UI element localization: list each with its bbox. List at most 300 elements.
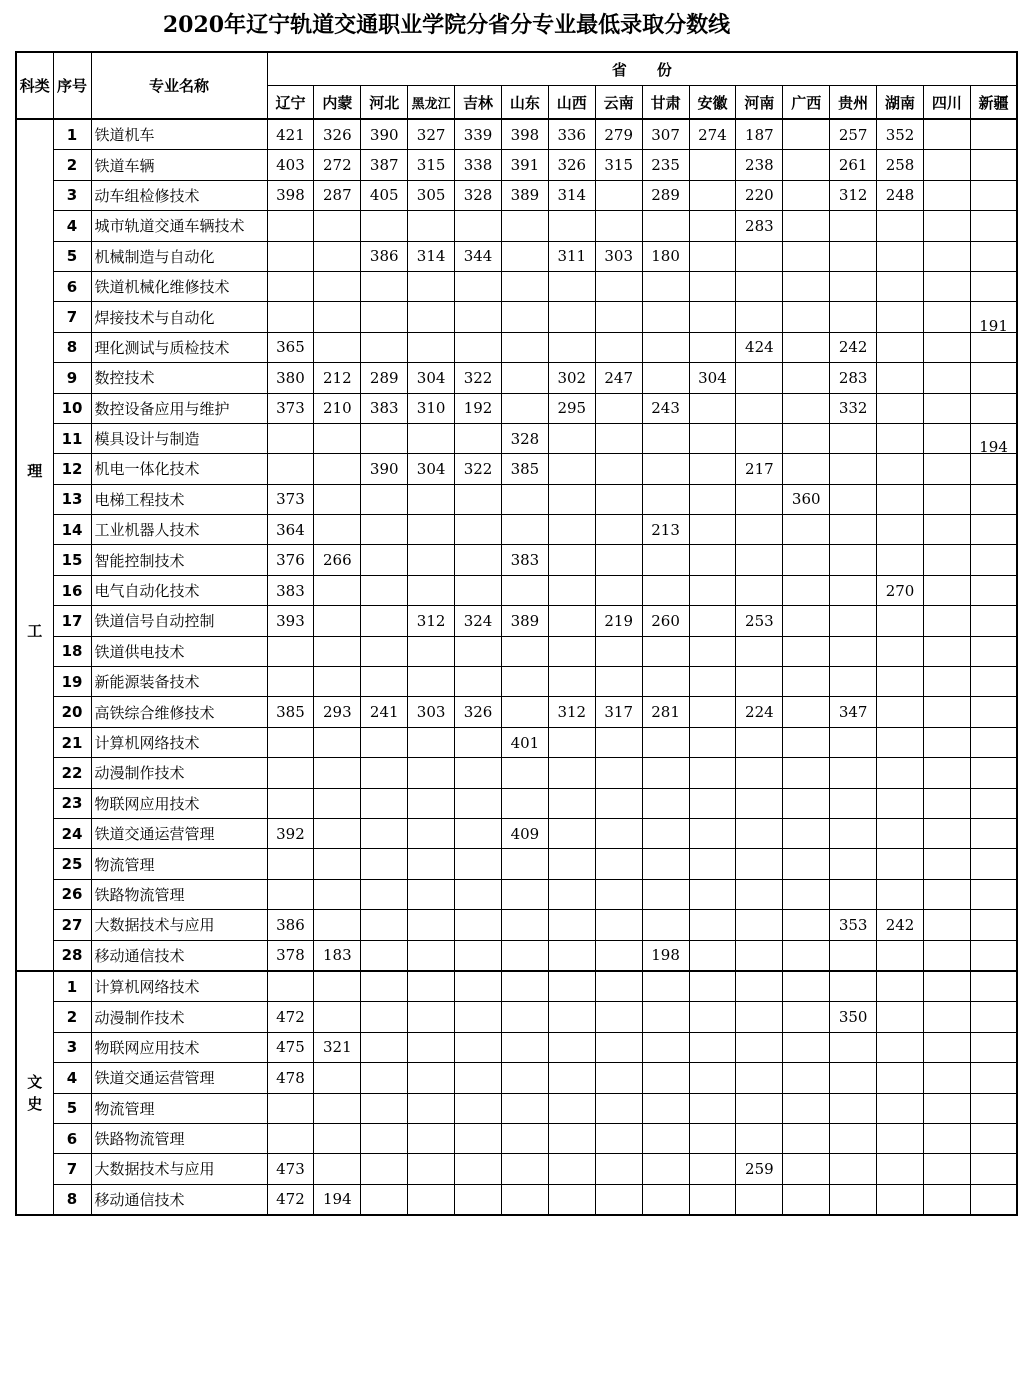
score-cell [361, 454, 408, 484]
score-cell [830, 758, 877, 788]
score-cell [455, 211, 502, 241]
score-cell [970, 454, 1017, 484]
score-cell [408, 697, 455, 727]
score-cell [408, 606, 455, 636]
score-cell [595, 727, 642, 757]
row-seq: 3 [53, 180, 91, 210]
score-cell [361, 484, 408, 514]
score-cell [361, 971, 408, 1002]
score-cell [361, 1063, 408, 1093]
score-cell [689, 1154, 736, 1184]
score-cell [595, 1032, 642, 1062]
score-cell [736, 332, 783, 362]
score-cell [783, 727, 830, 757]
score-cell [783, 393, 830, 423]
score-cell [548, 423, 595, 453]
score-cell [642, 302, 689, 332]
score-cell [783, 849, 830, 879]
table-row [16, 1063, 1017, 1093]
score-value: 328 [463, 186, 493, 205]
row-seq: 4 [53, 1063, 91, 1093]
score-value: 326 [323, 125, 352, 144]
score-cell [689, 818, 736, 848]
score-value: 305 [416, 186, 446, 205]
score-cell [830, 180, 877, 210]
score-cell [455, 940, 502, 971]
score-cell [923, 363, 970, 393]
table-row [16, 332, 1017, 362]
score-cell [689, 636, 736, 666]
major-name: 物流管理 [91, 1093, 267, 1123]
score-cell [361, 211, 408, 241]
score-cell [830, 545, 877, 575]
score-cell [783, 818, 830, 848]
score-cell [408, 271, 455, 301]
table-row [16, 180, 1017, 210]
score-cell [267, 727, 314, 757]
row-seq: 5 [53, 1093, 91, 1123]
major-name: 数控技术 [91, 363, 267, 393]
score-cell [877, 910, 924, 940]
score-value: 383 [276, 581, 305, 600]
score-cell [361, 423, 408, 453]
score-cell [595, 241, 642, 271]
score-value: 247 [604, 368, 633, 387]
score-cell [970, 697, 1017, 727]
score-value: 303 [416, 703, 446, 722]
score-cell [361, 363, 408, 393]
score-value: 360 [791, 490, 821, 509]
score-cell [595, 667, 642, 697]
major-name: 动漫制作技术 [91, 1002, 267, 1032]
score-cell [736, 423, 783, 453]
score-value: 303 [604, 247, 633, 266]
score-cell [548, 1063, 595, 1093]
score-value: 295 [557, 399, 587, 418]
major-name: 铁路物流管理 [91, 1123, 267, 1153]
row-seq: 19 [53, 667, 91, 697]
score-value: 312 [557, 703, 587, 722]
score-cell [736, 515, 783, 545]
score-value: 475 [276, 1038, 305, 1057]
score-value: 398 [276, 186, 305, 205]
score-cell [923, 271, 970, 301]
score-cell [361, 119, 408, 150]
score-cell [783, 332, 830, 362]
score-cell [970, 332, 1017, 362]
score-cell [267, 849, 314, 879]
header-province: 吉林 [455, 86, 502, 120]
score-cell [501, 363, 548, 393]
score-cell [455, 241, 502, 271]
score-cell [455, 1184, 502, 1215]
score-cell [548, 515, 595, 545]
score-cell [361, 393, 408, 423]
score-cell [877, 818, 924, 848]
score-cell [642, 1032, 689, 1062]
score-cell [736, 211, 783, 241]
score-cell [267, 423, 314, 453]
score-value: 390 [369, 459, 399, 478]
score-cell [736, 1154, 783, 1184]
score-value: 376 [276, 551, 305, 570]
score-value: 324 [463, 611, 493, 630]
score-cell [455, 393, 502, 423]
score-cell [736, 150, 783, 180]
score-value: 472 [276, 1008, 305, 1027]
score-cell [830, 606, 877, 636]
score-cell [548, 454, 595, 484]
page-title: 2020年辽宁轨道交通职业学院分省分专业最低录取分数线 [162, 12, 731, 38]
score-cell [830, 1063, 877, 1093]
score-cell [642, 940, 689, 971]
score-value: 314 [557, 186, 587, 205]
score-value: 383 [369, 399, 399, 418]
score-cell [642, 332, 689, 362]
header-province: 新疆 [970, 86, 1017, 120]
score-cell [455, 119, 502, 150]
score-cell [267, 1093, 314, 1123]
score-cell [548, 879, 595, 909]
score-value: 281 [651, 703, 680, 722]
major-name: 数控设备应用与维护 [91, 393, 267, 423]
score-cell [783, 971, 830, 1002]
score-value: 194 [323, 1190, 352, 1209]
score-value: 192 [463, 399, 493, 418]
score-cell [736, 1002, 783, 1032]
score-cell [501, 180, 548, 210]
score-cell [314, 697, 361, 727]
score-cell [877, 119, 924, 150]
major-name: 工业机器人技术 [91, 515, 267, 545]
score-cell [408, 332, 455, 362]
score-cell [455, 667, 502, 697]
major-name: 物流管理 [91, 849, 267, 879]
score-cell [314, 241, 361, 271]
score-cell [455, 606, 502, 636]
header-province: 贵州 [830, 86, 877, 120]
score-cell [783, 211, 830, 241]
score-cell [267, 271, 314, 301]
score-cell [877, 515, 924, 545]
score-cell [267, 1002, 314, 1032]
score-cell [455, 1032, 502, 1062]
score-cell [830, 423, 877, 453]
score-cell [830, 363, 877, 393]
major-name: 铁道交通运营管理 [91, 1063, 267, 1093]
row-seq: 25 [53, 849, 91, 879]
major-name: 铁道车辆 [91, 150, 267, 180]
score-cell [642, 423, 689, 453]
score-cell [736, 271, 783, 301]
category-char: 工 [27, 622, 43, 640]
header-province: 云南 [595, 86, 642, 120]
header-province: 辽宁 [267, 86, 314, 120]
score-cell [830, 484, 877, 514]
score-cell [689, 393, 736, 423]
score-cell [689, 515, 736, 545]
score-cell [314, 940, 361, 971]
score-cell [595, 818, 642, 848]
score-cell [923, 302, 970, 332]
score-cell [595, 119, 642, 150]
score-value: 194 [979, 438, 1008, 454]
score-value: 383 [510, 551, 540, 570]
score-value: 338 [463, 156, 493, 175]
score-cell [501, 910, 548, 940]
header-seq: 序号 [53, 52, 91, 119]
table-row [16, 302, 1017, 332]
score-cell [455, 818, 502, 848]
score-value: 180 [651, 247, 680, 266]
category-char: 史 [27, 1095, 43, 1113]
score-cell [548, 119, 595, 150]
score-cell [408, 1123, 455, 1153]
score-cell [783, 697, 830, 727]
score-cell [595, 1093, 642, 1123]
score-cell [267, 940, 314, 971]
score-cell [548, 1184, 595, 1215]
score-cell [689, 879, 736, 909]
score-cell [970, 302, 1017, 332]
score-cell [267, 818, 314, 848]
score-cell [970, 119, 1017, 150]
score-cell [595, 302, 642, 332]
score-cell [877, 788, 924, 818]
score-cell [736, 758, 783, 788]
score-cell [689, 1063, 736, 1093]
score-value: 314 [416, 247, 446, 266]
score-cell [314, 423, 361, 453]
score-cell [642, 545, 689, 575]
score-cell [595, 758, 642, 788]
score-cell [877, 393, 924, 423]
score-cell [361, 302, 408, 332]
score-cell [548, 150, 595, 180]
score-value: 272 [323, 156, 352, 175]
score-cell [595, 636, 642, 666]
score-cell [877, 545, 924, 575]
table-row [16, 636, 1017, 666]
score-cell [455, 849, 502, 879]
score-cell [595, 150, 642, 180]
score-cell [736, 727, 783, 757]
score-cell [361, 667, 408, 697]
score-cell [970, 1063, 1017, 1093]
table-row [16, 119, 1017, 150]
score-cell [361, 1123, 408, 1153]
score-cell [408, 879, 455, 909]
table-row [16, 1184, 1017, 1215]
score-cell [923, 879, 970, 909]
score-cell [408, 241, 455, 271]
score-cell [642, 667, 689, 697]
score-cell [314, 606, 361, 636]
score-cell [830, 150, 877, 180]
score-cell [595, 1123, 642, 1153]
score-cell [830, 575, 877, 605]
score-cell [501, 1123, 548, 1153]
score-cell [501, 1184, 548, 1215]
row-seq: 16 [53, 575, 91, 605]
header-province: 山东 [501, 86, 548, 120]
score-cell [783, 1002, 830, 1032]
score-cell [595, 1154, 642, 1184]
score-cell [361, 727, 408, 757]
score-cell [314, 818, 361, 848]
score-cell [877, 849, 924, 879]
score-cell [783, 940, 830, 971]
score-cell [736, 667, 783, 697]
score-cell [877, 484, 924, 514]
score-cell [689, 667, 736, 697]
score-value: 401 [510, 733, 540, 752]
score-cell [736, 606, 783, 636]
score-cell [408, 910, 455, 940]
score-cell [783, 758, 830, 788]
score-cell [267, 788, 314, 818]
score-cell [970, 849, 1017, 879]
score-cell [455, 545, 502, 575]
row-seq: 7 [53, 302, 91, 332]
score-value: 421 [276, 125, 305, 144]
score-cell [689, 180, 736, 210]
score-cell [689, 545, 736, 575]
score-cell [314, 849, 361, 879]
score-value: 312 [838, 186, 868, 205]
score-cell [642, 1063, 689, 1093]
score-cell [923, 515, 970, 545]
score-cell [455, 1154, 502, 1184]
score-cell [501, 271, 548, 301]
table-row [16, 1002, 1017, 1032]
score-cell [970, 575, 1017, 605]
major-name: 物联网应用技术 [91, 1032, 267, 1062]
score-value: 322 [463, 459, 493, 478]
score-cell [877, 606, 924, 636]
score-cell [267, 454, 314, 484]
score-value: 390 [369, 125, 399, 144]
score-cell [595, 545, 642, 575]
score-cell [830, 727, 877, 757]
table-row [16, 940, 1017, 971]
score-cell [970, 818, 1017, 848]
table-row [16, 241, 1017, 271]
score-cell [408, 940, 455, 971]
score-cell [642, 454, 689, 484]
row-seq: 24 [53, 818, 91, 848]
score-cell [923, 211, 970, 241]
score-cell [314, 180, 361, 210]
score-cell [501, 1032, 548, 1062]
score-value: 315 [416, 156, 446, 175]
row-seq: 20 [53, 697, 91, 727]
score-value: 326 [557, 156, 587, 175]
score-cell [642, 241, 689, 271]
score-cell [877, 211, 924, 241]
score-cell [923, 636, 970, 666]
score-cell [970, 241, 1017, 271]
score-cell [783, 302, 830, 332]
score-cell [314, 1123, 361, 1153]
score-cell [877, 1063, 924, 1093]
score-cell [970, 1032, 1017, 1062]
score-cell [830, 818, 877, 848]
score-cell [736, 241, 783, 271]
score-cell [548, 1123, 595, 1153]
score-cell [877, 423, 924, 453]
row-seq: 11 [53, 423, 91, 453]
score-cell [455, 484, 502, 514]
score-value: 191 [979, 316, 1008, 333]
score-cell [736, 788, 783, 818]
score-cell [830, 849, 877, 879]
score-value: 389 [510, 611, 540, 630]
score-cell [595, 180, 642, 210]
score-cell [689, 940, 736, 971]
score-cell [548, 1154, 595, 1184]
score-cell [642, 788, 689, 818]
score-value: 389 [510, 186, 540, 205]
table-row [16, 363, 1017, 393]
score-cell [501, 150, 548, 180]
score-cell [877, 363, 924, 393]
score-cell [877, 758, 924, 788]
score-cell [642, 271, 689, 301]
score-cell [501, 241, 548, 271]
score-value: 352 [885, 125, 915, 144]
score-value: 224 [745, 703, 774, 722]
score-cell [923, 758, 970, 788]
score-value: 220 [745, 186, 774, 205]
score-cell [923, 940, 970, 971]
score-cell [642, 849, 689, 879]
score-cell [642, 879, 689, 909]
score-cell [689, 1184, 736, 1215]
score-value: 253 [745, 611, 774, 630]
score-cell [736, 1123, 783, 1153]
score-cell [548, 393, 595, 423]
table-row [16, 849, 1017, 879]
table-row [16, 1093, 1017, 1123]
score-cell [455, 332, 502, 362]
score-value: 238 [745, 156, 774, 175]
score-cell [501, 697, 548, 727]
score-cell [877, 879, 924, 909]
score-cell [830, 940, 877, 971]
score-cell [595, 575, 642, 605]
row-seq: 4 [53, 211, 91, 241]
table-row [16, 575, 1017, 605]
score-cell [267, 241, 314, 271]
table-row [16, 271, 1017, 301]
score-value: 212 [323, 368, 352, 387]
score-cell [642, 150, 689, 180]
row-seq: 2 [53, 1002, 91, 1032]
score-cell [923, 727, 970, 757]
major-name: 铁道交通运营管理 [91, 818, 267, 848]
score-cell [736, 1184, 783, 1215]
score-value: 405 [369, 186, 399, 205]
category-char: 文 [27, 1073, 43, 1091]
score-cell [314, 1063, 361, 1093]
score-cell [267, 393, 314, 423]
row-seq: 26 [53, 879, 91, 909]
score-cell [361, 818, 408, 848]
score-cell [361, 150, 408, 180]
score-cell [548, 788, 595, 818]
score-value: 293 [323, 703, 352, 722]
